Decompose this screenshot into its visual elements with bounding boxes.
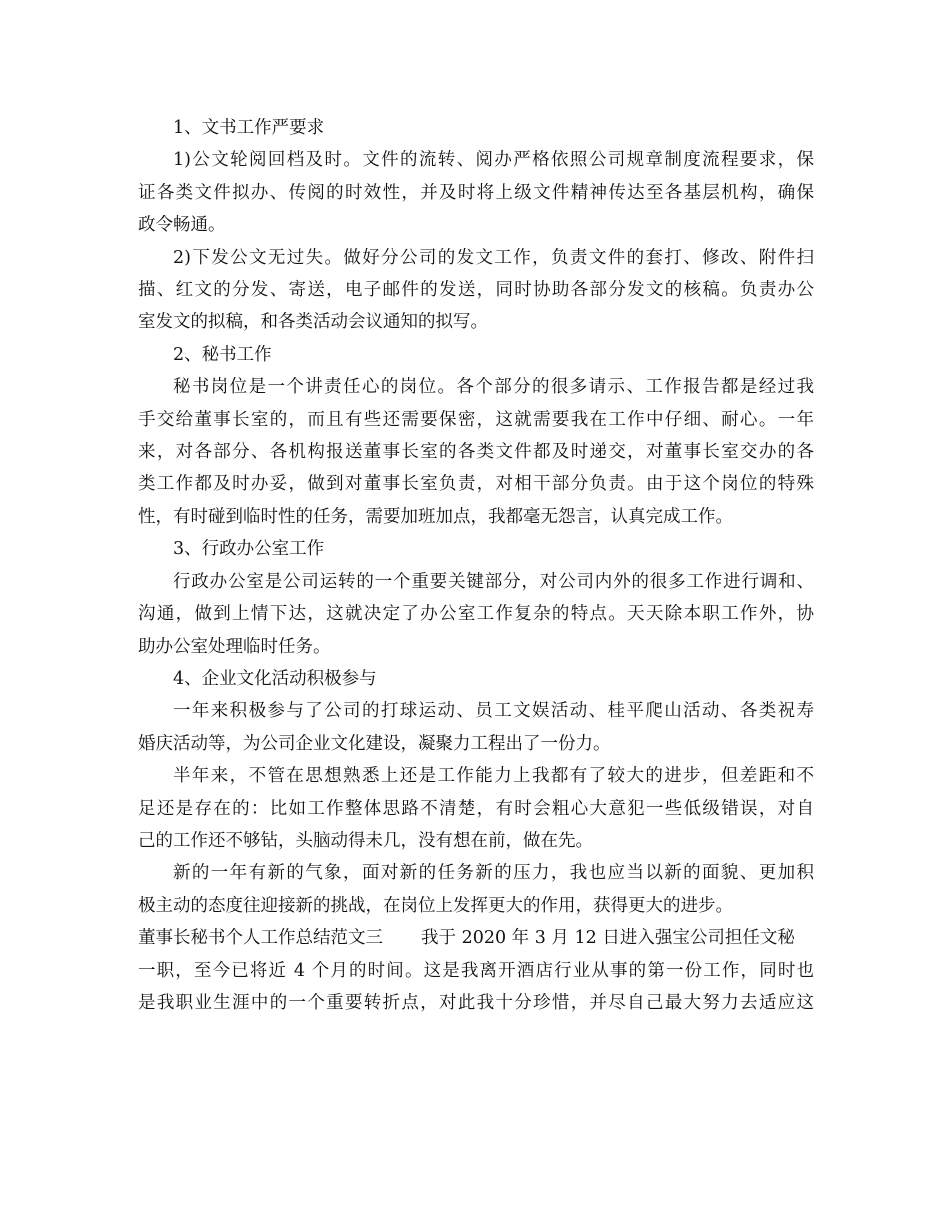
paragraph-line: 来，对各部分、各机构报送董事长室的各类文件都及时递交，对董事长室交办的各 bbox=[138, 442, 814, 463]
section-heading: 3、行政办公室工作 bbox=[173, 539, 325, 560]
paragraph-line: 政令畅通。 bbox=[138, 215, 226, 236]
paragraph-line: 类工作都及时办妥，做到对董事长室负责，对相干部分负责。由于这个岗位的特殊 bbox=[138, 474, 814, 495]
paragraph-line: 半年来，不管在思想熟悉上还是工作能力上我都有了较大的进步，但差距和不 bbox=[173, 766, 814, 787]
document-body bbox=[138, 112, 814, 922]
paragraph-line: 秘书岗位是一个讲责任心的岗位。各个部分的很多请示、工作报告都是经过我 bbox=[173, 377, 814, 398]
paragraph-line: 性，有时碰到临时性的任务，需要加班加点，我都毫无怨言，认真完成工作。 bbox=[138, 506, 733, 527]
paragraph-line: 手交给董事长室的，而且有些还需要保密，这就需要我在工作中仔细、耐心。一年 bbox=[138, 409, 814, 430]
paragraph-line: 2)下发公文无过失。做好分公司的发文工作，负责文件的套打、修改、附件扫 bbox=[173, 247, 814, 268]
paragraph-line: 沟通，做到上情下达，这就决定了办公室工作复杂的特点。天天除本职工作外，协 bbox=[138, 604, 814, 625]
paragraph-line: 行政办公室是公司运转的一个重要关键部分，对公司内外的很多工作进行调和、 bbox=[173, 571, 814, 592]
section-title-line bbox=[138, 922, 814, 954]
paragraph-line: 己的工作还不够钻，头脑动得未几，没有想在前，做在先。 bbox=[138, 830, 593, 851]
document-page bbox=[138, 112, 814, 1019]
section-heading: 4、企业文化活动积极参与 bbox=[173, 668, 377, 689]
paragraph-line: 一年来积极参与了公司的打球运动、员工文娱活动、桂平爬山活动、各类祝寿 bbox=[173, 701, 814, 722]
section-heading: 1、文书工作严要求 bbox=[173, 118, 325, 138]
section-heading: 2、秘书工作 bbox=[173, 344, 272, 365]
paragraph-line: 是我职业生涯中的一个重要转折点，对此我十分珍惜，并尽自己最大努力去适应这 bbox=[138, 992, 814, 1013]
document-tail bbox=[138, 955, 814, 1020]
paragraph-line: 助办公室处理临时任务。 bbox=[138, 636, 331, 657]
section-intro: 我于 2020 年 3 月 12 日进入强宝公司担任文秘 bbox=[421, 928, 795, 949]
paragraph-line: 一职，至今已将近 4 个月的时间。这是我离开酒店行业从事的第一份工作，同时也 bbox=[138, 960, 814, 981]
paragraph-line: 足还是存在的：比如工作整体思路不清楚，有时会粗心大意犯一些低级错误，对自 bbox=[138, 798, 814, 819]
paragraph-line: 描、红文的分发、寄送，电子邮件的发送，同时协助各部分发文的核稿。负责办公 bbox=[138, 280, 814, 301]
paragraph-line: 1)公文轮阅回档及时。文件的流转、阅办严格依照公司规章制度流程要求，保 bbox=[173, 150, 814, 171]
section-title: 董事长秘书个人工作总结范文三 bbox=[138, 928, 383, 949]
paragraph-line: 极主动的态度往迎接新的挑战，在岗位上发挥更大的作用，获得更大的进步。 bbox=[138, 895, 733, 916]
paragraph-line: 婚庆活动等，为公司企业文化建设，凝聚力工程出了一份力。 bbox=[138, 733, 611, 754]
paragraph-line: 室发文的拟稿，和各类活动会议通知的拟写。 bbox=[138, 312, 488, 333]
paragraph-line: 证各类文件拟办、传阅的时效性，并及时将上级文件精神传达至各基层机构，确保 bbox=[138, 182, 814, 203]
paragraph-line: 新的一年有新的气象，面对新的任务新的压力，我也应当以新的面貌、更加积 bbox=[173, 863, 814, 884]
